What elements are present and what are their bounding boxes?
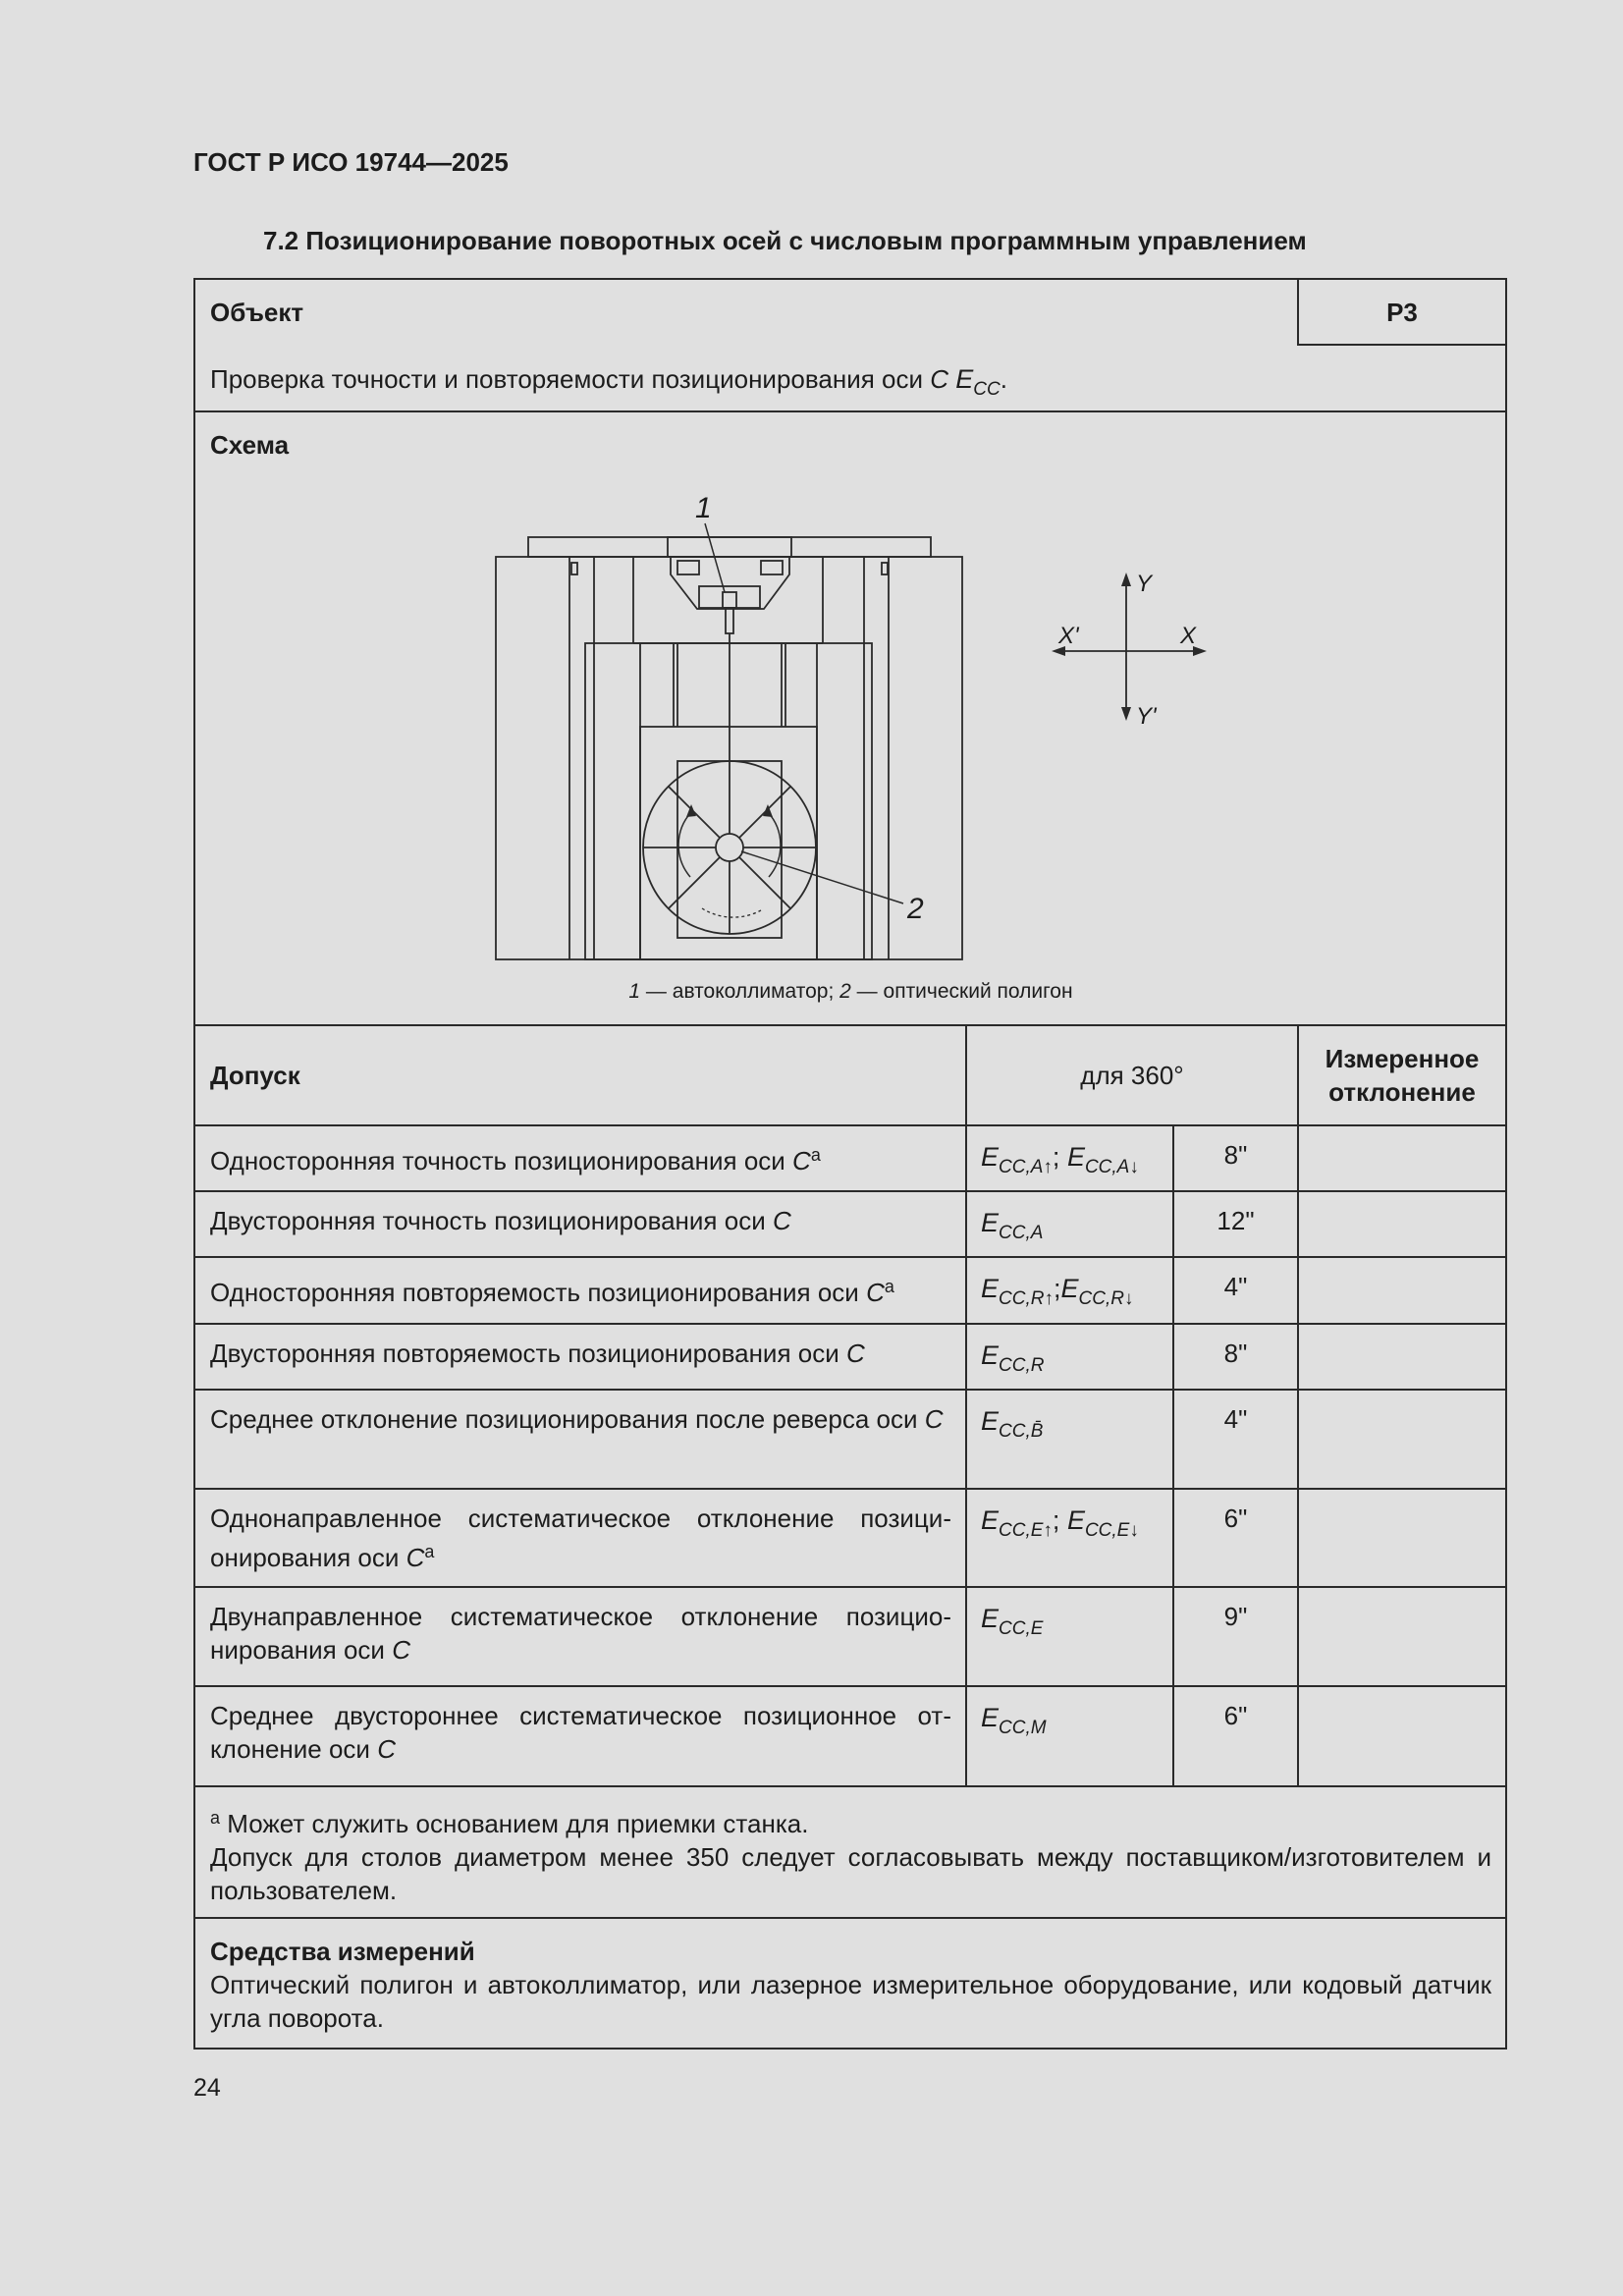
object-description: Проверка точности и повторяемости позиционирования оси C $E_{CC}$. bbox=[210, 364, 1007, 400]
tolerance-row-symbol: $E_{CC,E}$ bbox=[981, 1604, 1044, 1639]
tolerance-row-description: Односторонняя повторяемость позиционирования оси C$^a$ bbox=[210, 1277, 894, 1307]
tolerance-row-description: Двунаправленное систематическое отклонение позиционирования оси C bbox=[210, 1602, 951, 1665]
schema-label: Схема bbox=[210, 430, 290, 460]
tolerance-row-value: 6" bbox=[1223, 1503, 1248, 1533]
callout-2: 2 bbox=[907, 893, 924, 925]
test-code: P3 bbox=[1386, 298, 1418, 327]
axis-y-neg-label: Y' bbox=[1136, 703, 1157, 730]
tolerance-row-value: 9" bbox=[1223, 1602, 1248, 1631]
diameter-note: Допуск для столов диаметром менее 350 следует согласовывать между поставщиком/изготовителем и пользователем. bbox=[210, 1842, 1491, 1905]
instruments-label: Средства измерений bbox=[210, 1937, 475, 1966]
axis-y-label: Y bbox=[1136, 571, 1153, 597]
tolerance-row-value: 4" bbox=[1223, 1404, 1248, 1434]
tolerance-row-value: 12" bbox=[1217, 1206, 1255, 1235]
tolerance-row-symbol: $E_{CC,A↑}$; $E_{CC,A↓}$ bbox=[981, 1142, 1139, 1177]
tolerance-row-value: 8" bbox=[1223, 1339, 1248, 1368]
measured-deviation-header: Измеренное отклонение bbox=[1325, 1044, 1480, 1107]
tolerance-row-symbol: $E_{CC,E↑}$; $E_{CC,E↓}$ bbox=[981, 1505, 1139, 1541]
footnote-a: $^a$ Может служить основанием для приемки станка. bbox=[210, 1808, 809, 1838]
tolerance-row-symbol: $E_{CC,R}$ bbox=[981, 1340, 1045, 1376]
tolerance-row-description: Среднее отклонение позиционирования после реверса оси C bbox=[210, 1404, 944, 1434]
tolerance-row-symbol: $E_{CC,M}$ bbox=[981, 1703, 1047, 1738]
tolerance-row-description: Однонаправленное систематическое отклонение позиционирования оси C$^a$ bbox=[210, 1503, 951, 1572]
instruments-text: Оптический полигон и автоколлиматор, или лазерное измерительное оборудование, или кодовый датчик угла поворота. bbox=[210, 1970, 1491, 2033]
tolerance-row-description: Двусторонняя повторяемость позиционирования оси C bbox=[210, 1339, 865, 1368]
table-notes bbox=[210, 1801, 1491, 1907]
tolerance-row-description: Односторонняя точность позиционирования оси C$^a$ bbox=[210, 1145, 821, 1175]
document-code: ГОСТ Р ИСО 19744—2025 bbox=[193, 147, 509, 177]
object-label: Объект bbox=[210, 298, 304, 327]
tolerance-label: Допуск bbox=[210, 1061, 300, 1090]
schema-legend: 1 — автоколлиматор; 2 — оптический полигон bbox=[628, 980, 1073, 1003]
axis-x-label: X bbox=[1180, 623, 1197, 649]
tolerance-row-symbol: $E_{CC,A}$ bbox=[981, 1208, 1044, 1243]
coordinate-axes bbox=[1052, 571, 1207, 730]
tolerance-row-value: 4" bbox=[1223, 1272, 1248, 1301]
tolerance-range: для 360° bbox=[1080, 1061, 1184, 1090]
tolerance-row-value: 6" bbox=[1223, 1701, 1248, 1730]
axis-x-neg-label: X' bbox=[1058, 623, 1079, 649]
instruments-block bbox=[210, 1935, 1491, 2035]
tolerance-row-symbol: $E_{CC,R↑};E_{CC,R↓}$ bbox=[981, 1274, 1134, 1309]
tolerance-row-description: Двусторонняя точность позиционирования оси C bbox=[210, 1206, 791, 1235]
machine-schematic bbox=[481, 466, 1227, 997]
tolerance-row-value: 8" bbox=[1223, 1140, 1248, 1170]
section-title: 7.2 Позиционирование поворотных осей с числовым программным управлением bbox=[263, 226, 1307, 255]
page-number: 24 bbox=[193, 2074, 221, 2102]
tolerance-row-symbol: $E_{CC,B̄}$ bbox=[981, 1406, 1044, 1442]
callout-1: 1 bbox=[695, 492, 712, 524]
tolerance-row-description: Среднее двустороннее систематическое позиционное отклонение оси C bbox=[210, 1701, 951, 1764]
